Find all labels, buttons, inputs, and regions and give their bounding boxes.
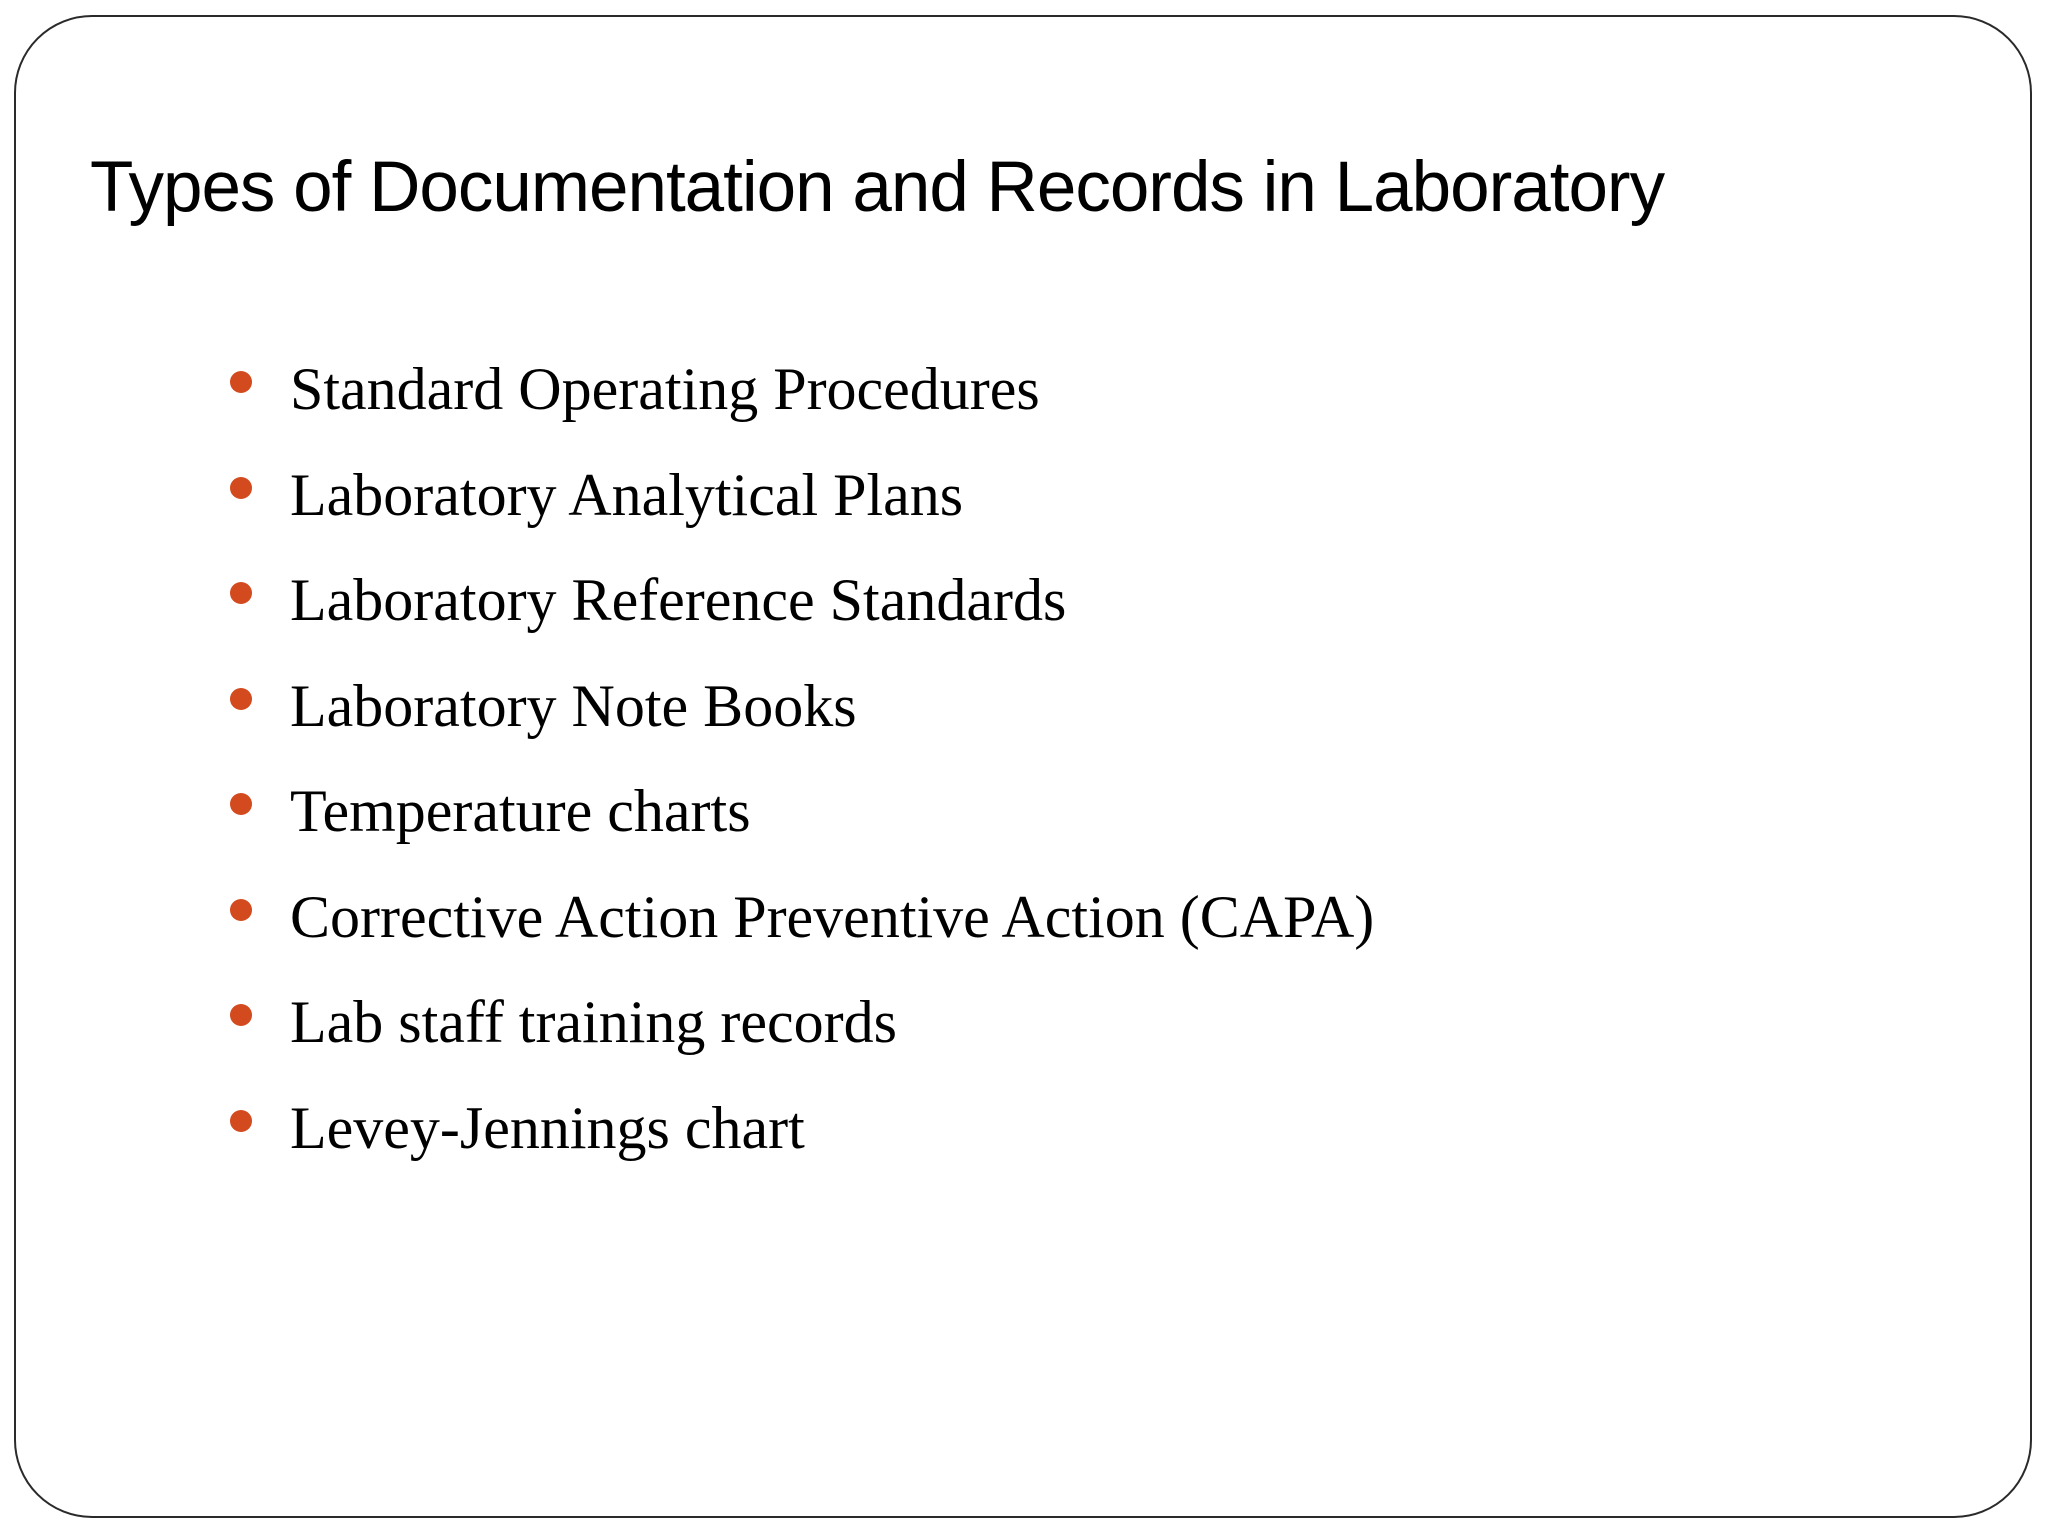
bullet-dot-icon — [230, 371, 252, 393]
list-item-label: Laboratory Note Books — [290, 672, 857, 739]
bullet-dot-icon — [230, 477, 252, 499]
slide-frame — [14, 15, 2032, 1518]
bullet-dot-icon — [230, 1004, 252, 1026]
bullet-dot-icon — [230, 688, 252, 710]
bullet-dot-icon — [230, 582, 252, 604]
bullet-dot-icon — [230, 1110, 252, 1132]
list-item-label: Laboratory Analytical Plans — [290, 461, 964, 528]
list-item-label: Temperature charts — [290, 778, 751, 844]
list-item-label: Laboratory Reference Standards — [290, 567, 1067, 633]
bullet-dot-icon — [230, 899, 252, 921]
list-item-label: Corrective Action Preventive Action (CAPA) — [290, 883, 1375, 950]
slide-title: Types of Documentation and Records in Laboratory — [90, 148, 1665, 227]
list-item-label: Lab staff training records — [290, 989, 898, 1055]
bullet-dot-icon — [230, 793, 252, 815]
list-item-label: Standard Operating Procedures — [290, 356, 1040, 422]
list-item-label: Levey-Jennings chart — [290, 1094, 805, 1161]
